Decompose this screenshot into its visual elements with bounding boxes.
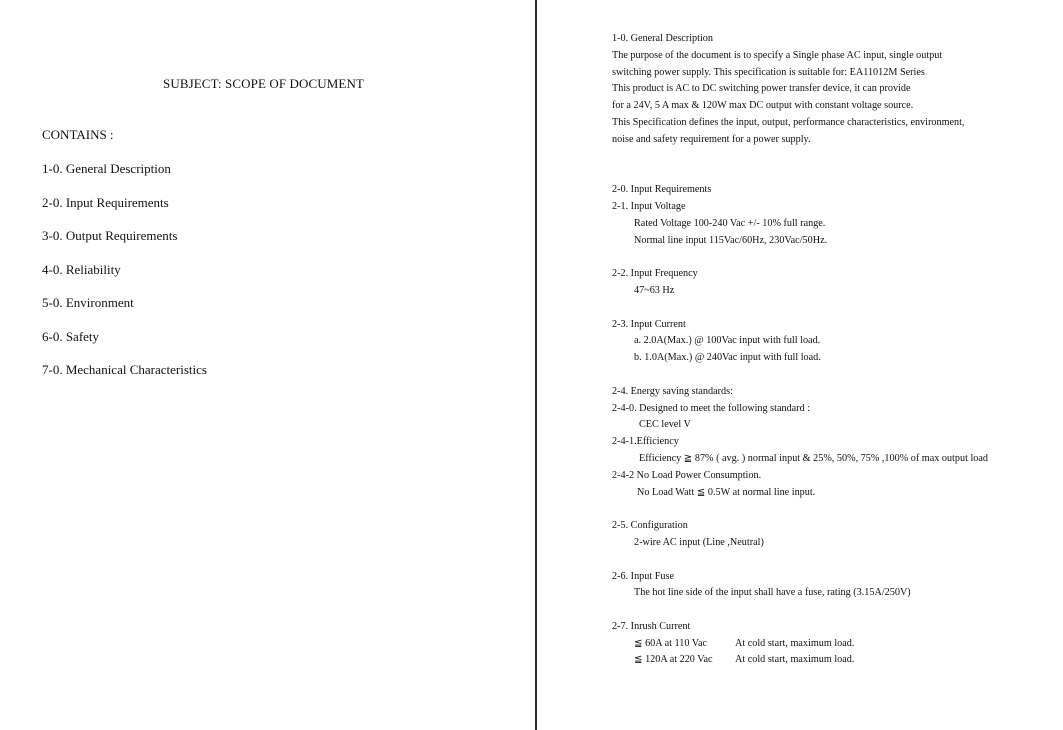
subsection-heading-fuse: 2-6. Input Fuse [612,570,674,582]
subsection-heading-current: 2-3. Input Current [612,318,686,330]
voltage-line: Normal line input 115Vac/60Hz, 230Vac/50Hz. [634,234,828,246]
general-line: for a 24V, 5 A max & 120W max DC output with constant voltage source. [612,100,914,112]
subsection-heading-energy: 2-4. Energy saving standards: [612,385,733,397]
efficiency-line: Efficiency ≧ 87% ( avg. ) normal input & 25%, 50%, 75% ,100% of max output load [639,452,988,464]
inrush-note: At cold start, maximum load. [735,637,855,649]
noload-line: No Load Watt ≦ 0.5W at normal line input. [637,486,816,498]
specification-body [612,31,1057,669]
toc-item-environment: 5-0. Environment [42,295,134,310]
subsection-heading-frequency: 2-2. Input Frequency [612,268,698,280]
toc-item-input-requirements: 2-0. Input Requirements [42,194,169,210]
toc-item-safety: 6-0. Safety [42,328,100,344]
right-page [537,0,1063,730]
toc-item-mechanical-characteristics: 7-0. Mechanical Characteristics [42,362,207,377]
current-line: b. 1.0A(Max.) @ 240Vac input with full load. [634,352,821,364]
energy-designed: 2-4-0. Designed to meet the following standard : [612,402,811,414]
table-of-contents [42,160,207,395]
subsection-heading-inrush: 2-7. Inrush Current [612,620,691,632]
fuse-value: The hot line side of the input shall have a fuse, rating (3.15A/250V) [634,587,911,599]
general-line: noise and safety requirement for a power supply. [612,133,811,145]
contains-label: CONTAINS : [42,127,114,142]
document-subject: SUBJECT: SCOPE OF DOCUMENT [163,76,364,91]
section-heading-general: 1-0. General Description [612,33,713,44]
efficiency-heading: 2-4-1.Efficiency [612,436,679,448]
section-heading-input: 2-0. Input Requirements [612,184,712,196]
inrush-value: ≦ 60A at 110 Vac [634,637,708,649]
inrush-row [612,652,1057,669]
toc-item-output-requirements: 3-0. Output Requirements [42,228,178,243]
configuration-value: 2-wire AC input (Line ,Neutral) [634,536,764,548]
voltage-line: Rated Voltage 100-240 Vac +/- 10% full range. [634,217,826,229]
general-line: switching power supply. This specification is suitable for: EA11012M Series [612,66,925,78]
inrush-note: At cold start, maximum load. [735,654,855,666]
toc-item-reliability: 4-0. Reliability [42,261,121,277]
energy-cec-level: CEC level V [639,419,691,431]
general-line: This product is AC to DC switching power transfer device, it can provide [612,83,911,95]
subsection-heading-voltage: 2-1. Input Voltage [612,200,686,212]
general-line: This Specification defines the input, output, performance characteristics, environment, [612,116,965,128]
frequency-value: 47~63 Hz [634,284,675,296]
subsection-heading-configuration: 2-5. Configuration [612,520,688,532]
inrush-value: ≦ 120A at 220 Vac [634,654,713,666]
inrush-row [612,636,1057,653]
current-line: a. 2.0A(Max.) @ 100Vac input with full load. [634,335,821,347]
general-line: The purpose of the document is to specify a Single phase AC input, single output [612,49,943,61]
toc-item-general-description: 1-0. General Description [42,161,171,176]
noload-heading: 2-4-2 No Load Power Consumption. [612,469,762,481]
